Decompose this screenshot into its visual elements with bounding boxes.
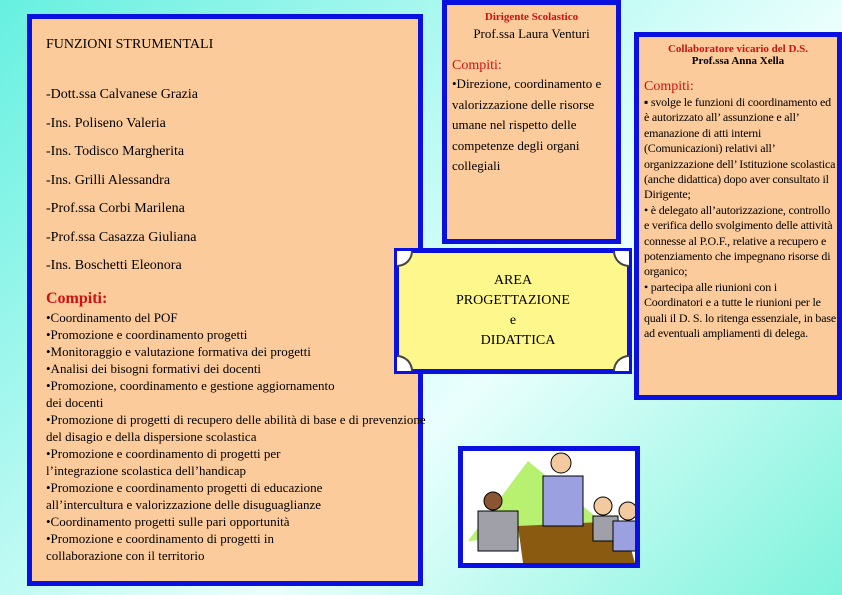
area-progettazione-panel	[394, 248, 632, 374]
compiti-item: •Analisi dei bisogni formativi dei docenti	[46, 361, 262, 376]
meeting-clipart-icon	[463, 451, 635, 563]
role-label: Dirigente Scolastico	[484, 11, 579, 23]
compiti-item: •Coordinamento del POF	[46, 310, 178, 325]
compiti-item: •Promozione e coordinamento di progetti per l’integrazione scolastica dell’handicap	[46, 446, 281, 478]
corner-decoration	[613, 251, 629, 267]
panel-title: FUNZIONI STRUMENTALI	[46, 37, 214, 52]
area-line: PROGETTAZIONE	[456, 293, 570, 308]
vicario-panel	[634, 32, 842, 400]
name-item: -Prof.ssa Casazza Giuliana	[46, 229, 197, 245]
area-line: e	[509, 313, 517, 328]
compiti-item: •Promozione e coordinamento progetti di educazione all’intercultura e valorizzazione delle disuguaglianze	[46, 480, 323, 512]
name-item: -Prof.ssa Corbi Marilena	[46, 201, 185, 216]
dirigente-panel	[442, 0, 621, 244]
compiti-item: •Promozione di progetti di recupero delle abilità di base e di prevenzione del disagio e della dispersione scolastica	[46, 412, 426, 444]
corner-decoration	[613, 355, 629, 371]
compiti-item: •Promozione, coordinamento e gestione aggiornamento dei docenti	[46, 378, 335, 410]
name-item: -Dott.ssa Calvanese Grazia	[46, 87, 198, 102]
compiti-item: ▪ svolge le funzioni di coordinamento ed è autorizzato all’ assunzione e all’ emanazione di atti interni (Comunicazioni) relativi all’ organizzazione dell’ Istituzione scolastica (anche didattica) dopo aver consultato il Dirigente;	[644, 95, 836, 202]
name-item: -Ins. Todisco Margherita	[46, 144, 185, 159]
compiti-text: •Direzione, coordinamento e valorizzazione delle risorse umane nel rispetto delle competenze degli organi collegiali	[452, 76, 602, 173]
corner-decoration	[397, 251, 413, 267]
funzioni-strumentali-panel	[27, 14, 426, 586]
person-name: Prof.ssa Anna Xella	[691, 55, 785, 67]
compiti-item: •Promozione e coordinamento di progetti in collaborazione con il territorio	[46, 531, 275, 563]
area-line: AREA	[493, 273, 533, 288]
compiti-item: •Monitoraggio e valutazione formativa dei progetti	[46, 344, 311, 359]
area-line: DIDATTICA	[480, 333, 556, 348]
corner-decoration	[397, 355, 413, 371]
name-item: -Ins. Poliseno Valeria	[46, 115, 166, 131]
name-item: -Ins. Grilli Alessandra	[46, 172, 171, 188]
compiti-heading: Compiti:	[46, 290, 108, 307]
compiti-item: • è delegato all’autorizzazione, controllo e verifica dello svolgimento delle attività connesse al P.O.F., relative a recupero e potenziamento che impegnano risorse di organico;	[644, 202, 833, 279]
role-label: Collaboratore vicario del D.S.	[667, 43, 809, 55]
compiti-item: •Promozione e coordinamento progetti	[46, 327, 248, 342]
compiti-item: • partecipa alle riunioni con i Coordinatori e a tutte le riunioni per le quali il D. S. lo ritenga essenziale, in base ad eventuali ampliamenti di delega.	[644, 279, 836, 341]
compiti-list	[644, 95, 836, 342]
meeting-illustration	[458, 446, 640, 568]
compiti-list	[46, 309, 426, 564]
name-item: -Ins. Boschetti Eleonora	[46, 258, 182, 273]
names-list	[46, 87, 198, 287]
compiti-heading: Compiti:	[644, 79, 694, 94]
person-name: Prof.ssa Laura Venturi	[473, 26, 590, 41]
compiti-item: •Coordinamento progetti sulle pari opportunità	[46, 514, 290, 529]
compiti-heading: Compiti:	[452, 58, 502, 73]
